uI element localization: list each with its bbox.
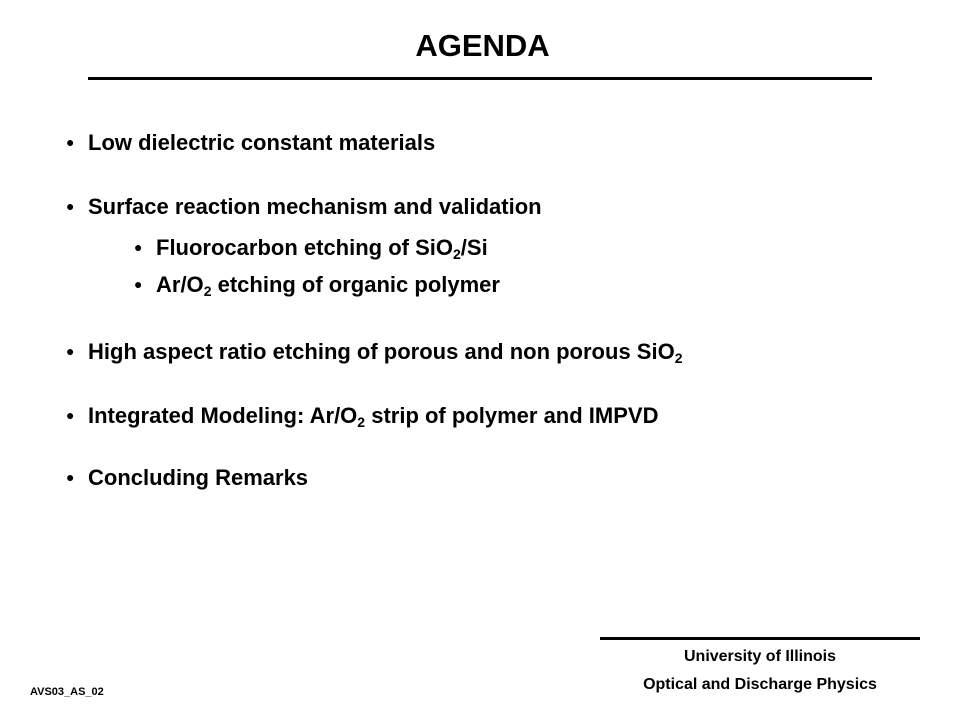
bullet-icon: ● [66, 343, 75, 359]
agenda-item [66, 129, 435, 156]
text-run: High aspect ratio etching of porous and non porous SiO [88, 339, 675, 364]
text-run: Surface reaction mechanism and validation [88, 194, 542, 219]
agenda-item-text [88, 465, 308, 490]
text-run: Integrated Modeling: Ar/O [88, 403, 358, 428]
subscript: 2 [674, 350, 683, 366]
agenda-item-text [156, 272, 500, 297]
agenda-subitem [134, 234, 488, 261]
bullet-icon: ● [66, 469, 75, 485]
title-divider [88, 77, 872, 80]
agenda-item [66, 193, 542, 220]
agenda-item-text [88, 403, 658, 428]
subscript: 2 [453, 246, 461, 262]
text-run: Ar/O [156, 272, 204, 297]
agenda-item-text [88, 130, 435, 155]
subscript: 2 [203, 283, 212, 299]
agenda-subitem [134, 271, 500, 298]
subscript: 2 [357, 414, 366, 430]
footer-group: Optical and Discharge Physics [643, 676, 877, 693]
text-run: Low dielectric constant materials [88, 130, 436, 155]
text-run: strip of polymer and IMPVD [365, 403, 659, 428]
text-run: Concluding Remarks [88, 465, 309, 490]
agenda-item [66, 338, 682, 365]
agenda-item-text [88, 339, 682, 364]
text-run: Fluorocarbon etching of SiO [156, 235, 453, 260]
bullet-icon: ● [134, 239, 143, 255]
agenda-item-text [156, 235, 488, 260]
slide-title: AGENDA [415, 28, 550, 63]
footer-divider [600, 637, 920, 640]
bullet-icon: ● [66, 407, 75, 423]
text-run: /Si [460, 235, 488, 260]
slide-id: AVS03_AS_02 [30, 686, 104, 698]
agenda-item [66, 402, 658, 429]
text-run: etching of organic polymer [211, 272, 500, 297]
agenda-item [66, 464, 308, 491]
agenda-item-text [88, 194, 542, 219]
bullet-icon: ● [66, 134, 75, 150]
footer-institution: University of Illinois [683, 648, 837, 665]
bullet-icon: ● [66, 198, 75, 214]
bullet-icon: ● [134, 276, 143, 292]
